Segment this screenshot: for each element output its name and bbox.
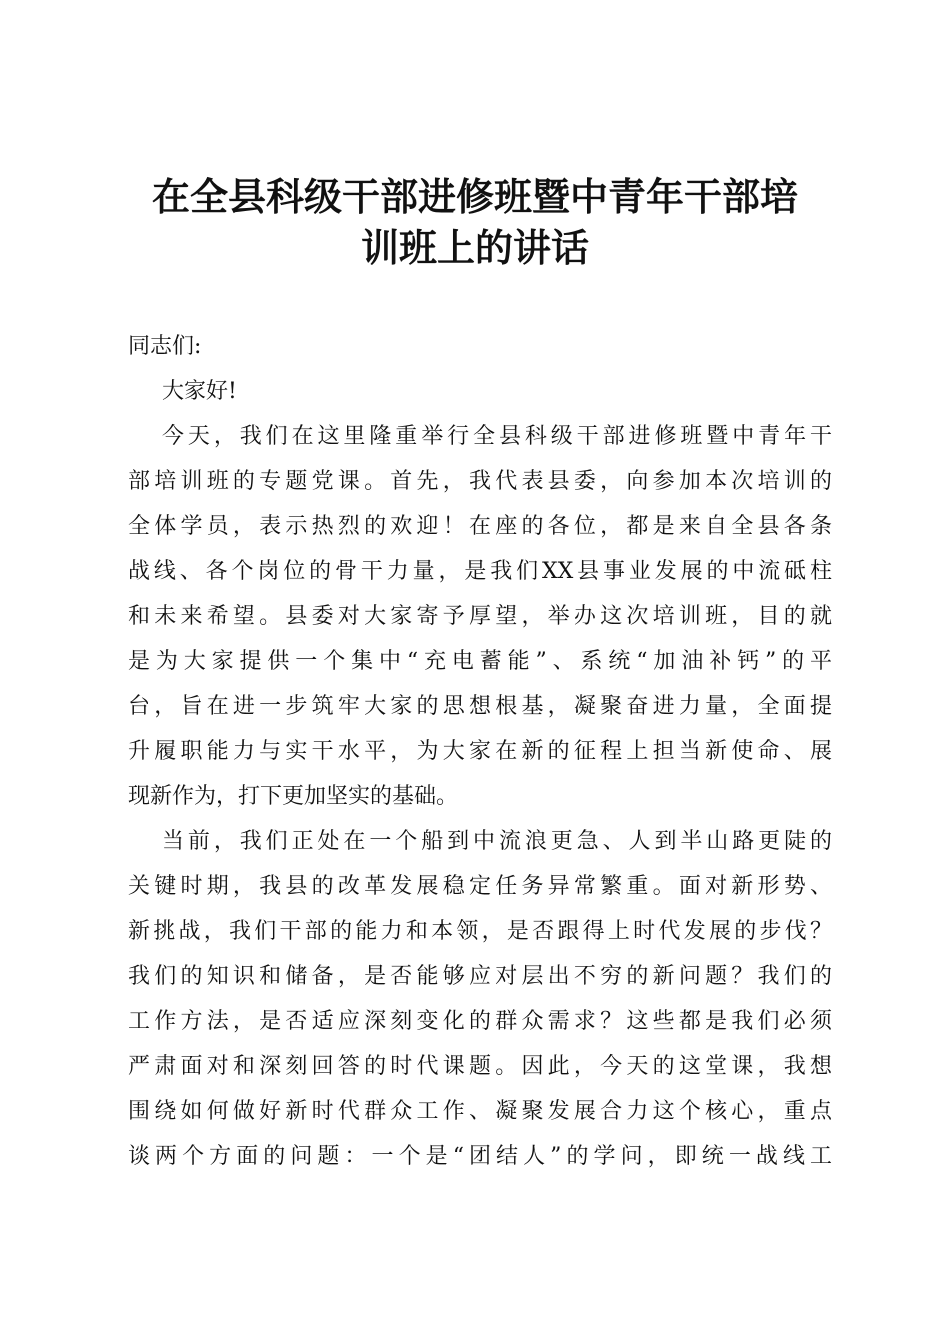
paragraph-line: 围绕如何做好新时代群众工作、凝聚发展合力这个核心，重点 [128, 1099, 832, 1124]
paragraph-line: 台，旨在进一步筑牢大家的思想根基，凝聚奋进力量，全面提 [128, 694, 832, 719]
paragraph-line: 当前，我们正处在一个船到中流浪更急、人到半山路更陡的 [162, 829, 832, 854]
paragraph-line: 工作方法，是否适应深刻变化的群众需求？这些都是我们必须 [128, 1009, 832, 1034]
document-title-line-1: 在全县科级干部进修班暨中青年干部培 [151, 175, 798, 219]
salutation: 同志们: [128, 334, 202, 359]
paragraph-line: 部培训班的专题党课。首先，我代表县委，向参加本次培训的 [128, 469, 832, 494]
document-title-line-2: 训班上的讲话 [360, 226, 589, 270]
paragraph-line: 是为大家提供一个集中“充电蓄能”、系统“加油补钙”的平 [128, 649, 832, 674]
paragraph-line: 我们的知识和储备，是否能够应对层出不穷的新问题？我们的 [128, 964, 832, 989]
paragraph-line: 谈两个方面的问题：一个是“团结人”的学问，即统一战线工 [128, 1144, 832, 1169]
paragraph-line: 战线、各个岗位的骨干力量，是我们XX县事业发展的中流砥柱 [128, 559, 832, 584]
greeting: 大家好! [162, 379, 237, 404]
paragraph-line: 严肃面对和深刻回答的时代课题。因此，今天的这堂课，我想 [128, 1054, 832, 1079]
paragraph-line: 今天，我们在这里隆重举行全县科级干部进修班暨中青年干 [162, 424, 832, 449]
paragraph-line: 升履职能力与实干水平，为大家在新的征程上担当新使命、展 [128, 739, 832, 764]
paragraph-line: 新挑战，我们干部的能力和本领，是否跟得上时代发展的步伐？ [128, 919, 832, 944]
paragraph-line: 现新作为，打下更加坚实的基础。 [128, 784, 459, 809]
paragraph-line: 关键时期，我县的改革发展稳定任务异常繁重。面对新形势、 [128, 874, 832, 899]
paragraph-line: 和未来希望。县委对大家寄予厚望，举办这次培训班，目的就 [128, 604, 832, 629]
paragraph-line: 全体学员，表示热烈的欢迎！在座的各位，都是来自全县各条 [128, 514, 832, 539]
